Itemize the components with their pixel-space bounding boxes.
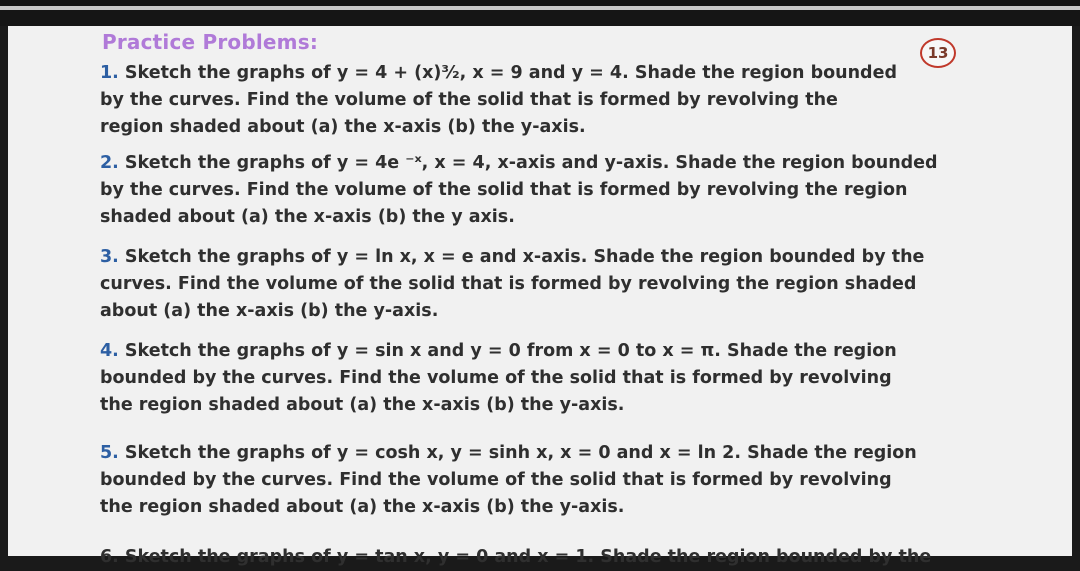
top-strip <box>0 6 1080 10</box>
problem-line: 1. Sketch the graphs of y = 4 + (x)³⁄₂, x = 9 and y = 4. Shade the region bounded <box>100 63 897 83</box>
problem-2 <box>100 150 970 231</box>
problem-number: 4. <box>100 341 119 361</box>
top-bar <box>0 0 1080 26</box>
problem-line: the region shaded about (a) the x-axis (b) the y-axis. <box>100 497 625 517</box>
problem-line: the region shaded about (a) the x-axis (b) the y-axis. <box>100 395 625 415</box>
problem-line: bounded by the curves. Find the volume of the solid that is formed by revolving <box>100 470 892 490</box>
page-title: Practice Problems: <box>102 30 319 54</box>
problem-4 <box>100 338 970 419</box>
problem-line: 3. Sketch the graphs of y = ln x, x = e and x-axis. Shade the region bounded by the <box>100 247 925 267</box>
cut-off-problem <box>100 544 980 567</box>
problem-line: shaded about (a) the x-axis (b) the y axis. <box>100 207 515 227</box>
problem-3 <box>100 244 970 325</box>
document-page <box>8 26 1072 567</box>
problem-line: 2. Sketch the graphs of y = 4e ⁻ˣ, x = 4, x-axis and y-axis. Shade the region bounded <box>100 153 938 173</box>
problem-line: bounded by the curves. Find the volume of the solid that is formed by revolving <box>100 368 892 388</box>
cut-off-line: 6. Sketch the graphs of y = tan x, y = 0 and x = 1. Shade the region bounded by the <box>100 547 932 567</box>
problem-line: curves. Find the volume of the solid that is formed by revolving the region shaded <box>100 274 917 294</box>
problem-number: 2. <box>100 153 119 173</box>
problem-1 <box>100 60 970 141</box>
problem-line: 5. Sketch the graphs of y = cosh x, y = sinh x, x = 0 and x = ln 2. Shade the region <box>100 443 917 463</box>
page-number-badge: 13 <box>920 38 956 68</box>
problem-line: 4. Sketch the graphs of y = sin x and y = 0 from x = 0 to x = π. Shade the region <box>100 341 897 361</box>
problem-line: by the curves. Find the volume of the solid that is formed by revolving the region <box>100 180 908 200</box>
problem-number: 3. <box>100 247 119 267</box>
problem-line: about (a) the x-axis (b) the y-axis. <box>100 301 439 321</box>
problem-number: 5. <box>100 443 119 463</box>
problem-line: region shaded about (a) the x-axis (b) the y-axis. <box>100 117 586 137</box>
problem-number: 1. <box>100 63 119 83</box>
problem-5 <box>100 440 970 521</box>
problem-line: by the curves. Find the volume of the solid that is formed by revolving the <box>100 90 838 110</box>
